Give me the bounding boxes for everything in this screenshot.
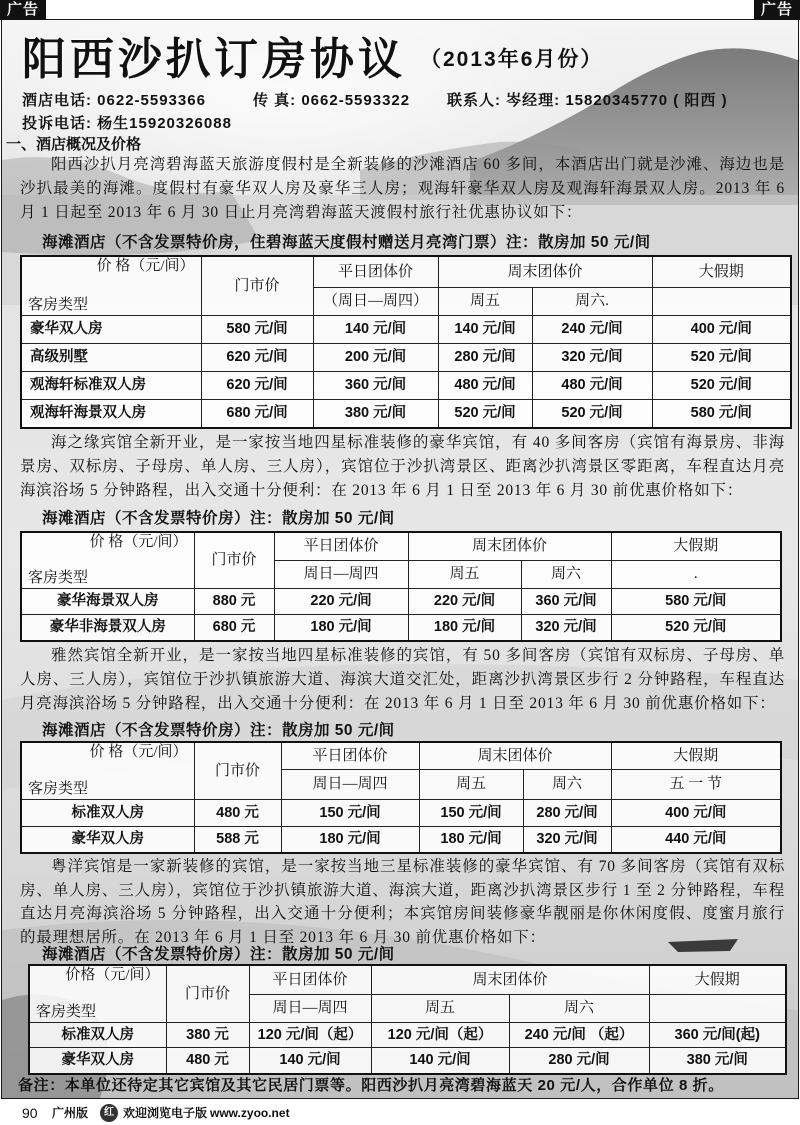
weekday-group-header: 平日团体价 bbox=[249, 965, 371, 994]
table-row bbox=[21, 588, 781, 614]
table-title: 海滩酒店（不含发票特价房，住碧海蓝天度假村赠送月亮湾门票）注：散房加 50 元/间 bbox=[42, 234, 651, 251]
holiday-price-cell: 580 元/间 bbox=[611, 588, 781, 614]
holiday-header: 大假期 bbox=[652, 256, 791, 287]
table-header-row bbox=[29, 965, 786, 994]
list-price-cell: 480 元 bbox=[166, 1047, 249, 1074]
weekday-price-cell: 140 元/间 bbox=[313, 315, 438, 343]
holiday-header: 大假期 bbox=[611, 742, 781, 769]
price-table-4 bbox=[28, 964, 787, 1075]
page-title: 阳西沙扒订房协议 bbox=[22, 35, 406, 84]
saturday-price-cell: 320 元/间 bbox=[532, 343, 652, 371]
saturday-price-cell: 240 元/间 bbox=[532, 315, 652, 343]
weekday-price-cell: 380 元/间 bbox=[313, 399, 438, 428]
contact-person: 联系人: 岑经理: 15820345770 ( 阳西 ) bbox=[447, 92, 728, 109]
list-price-cell: 480 元 bbox=[194, 799, 281, 826]
friday-price-cell: 120 元/间（起） bbox=[371, 1022, 509, 1047]
list-price-cell: 680 元/间 bbox=[201, 399, 313, 428]
weekday-price-cell: 360 元/间 bbox=[313, 371, 438, 399]
saturday-price-cell: 320 元/间 bbox=[523, 826, 611, 853]
complaint-phone: 投诉电话: 杨生15920326088 bbox=[22, 115, 232, 132]
list-price-header: 门市价 bbox=[194, 532, 274, 588]
page-subtitle: （2013年6月份） bbox=[420, 48, 604, 71]
friday-header: 周五 bbox=[419, 769, 523, 799]
page-footer bbox=[0, 1103, 800, 1123]
price-table-3 bbox=[20, 741, 782, 854]
corner-header-cell bbox=[29, 965, 166, 1022]
saturday-header: 周六 bbox=[521, 560, 611, 588]
holiday-price-cell: 520 元/间 bbox=[652, 371, 791, 399]
holiday-price-cell: 520 元/间 bbox=[652, 343, 791, 371]
saturday-header: 周六. bbox=[532, 287, 652, 315]
room-type-label: 客房类型 bbox=[28, 781, 89, 798]
table-row bbox=[21, 826, 781, 853]
weekday-price-cell: 120 元/间（起） bbox=[249, 1022, 371, 1047]
corner-header-wrap bbox=[36, 967, 160, 1020]
weekday-price-cell: 150 元/间 bbox=[281, 799, 419, 826]
list-price-cell: 380 元 bbox=[166, 1022, 249, 1047]
holiday-note-header bbox=[652, 287, 791, 315]
table-row bbox=[21, 371, 791, 399]
holiday-header: 大假期 bbox=[649, 965, 786, 994]
weekday-price-cell: 220 元/间 bbox=[274, 588, 408, 614]
friday-price-cell: 280 元/间 bbox=[438, 343, 532, 371]
table-row bbox=[21, 799, 781, 826]
friday-header: 周五 bbox=[371, 994, 509, 1022]
table-header-row bbox=[21, 532, 781, 560]
saturday-price-cell: 520 元/间 bbox=[532, 399, 652, 428]
room-type-cell: 豪华海景双人房 bbox=[21, 588, 194, 614]
weekday-price-cell: 140 元/间 bbox=[249, 1047, 371, 1074]
friday-price-cell: 220 元/间 bbox=[408, 588, 521, 614]
ad-label-right: 广告 bbox=[754, 0, 800, 20]
table-row bbox=[21, 315, 791, 343]
room-type-cell: 高级别墅 bbox=[21, 343, 201, 371]
page-number: 90 bbox=[22, 1105, 38, 1121]
holiday-price-cell: 400 元/间 bbox=[652, 315, 791, 343]
price-unit-label: 价 格（元/间） bbox=[89, 744, 188, 761]
saturday-price-cell: 360 元/间 bbox=[521, 588, 611, 614]
remark-note: 备注：本单位还待定其它宾馆及其它民居门票等。阳西沙扒月亮湾碧海蓝天 20 元/人，合作单位 8 折。 bbox=[18, 1077, 724, 1094]
hotel-phone: 酒店电话: 0622-5593366 bbox=[22, 92, 206, 109]
room-type-cell: 观海轩标准双人房 bbox=[21, 371, 201, 399]
weekday-group-header: 平日团体价 bbox=[281, 742, 419, 769]
list-price-cell: 580 元/间 bbox=[201, 315, 313, 343]
weekday-price-cell: 180 元/间 bbox=[274, 614, 408, 641]
room-type-cell: 豪华非海景双人房 bbox=[21, 614, 194, 641]
saturday-price-cell: 480 元/间 bbox=[532, 371, 652, 399]
list-price-header: 门市价 bbox=[201, 256, 313, 315]
magazine-logo-icon: 红 bbox=[100, 1104, 118, 1122]
list-price-header: 门市价 bbox=[194, 742, 281, 799]
fax-number: 传 真: 0662-5593322 bbox=[253, 92, 411, 109]
hotel-intro-paragraph: 阳西沙扒月亮湾碧海蓝天旅游度假村是全新装修的沙滩酒店 60 多间，本酒店出门就是沙滩、海边也是沙扒最美的海滩。度假村有豪华双人房及豪华三人房；观海轩豪华双人房及观海轩海景双人房。2013 年 6 月 1 日起至 2013 年 6 月 30 日止月亮湾碧海蓝天渡假村旅行社优惠协议如下： bbox=[20, 156, 785, 221]
weekday-group-header: 平日团体价 bbox=[313, 256, 438, 287]
list-price-cell: 680 元 bbox=[194, 614, 274, 641]
room-type-cell: 标准双人房 bbox=[21, 799, 194, 826]
weekday-group-header: 平日团体价 bbox=[274, 532, 408, 560]
section-title: 一、酒店概况及价格 bbox=[6, 136, 142, 153]
corner-header-cell bbox=[21, 256, 201, 315]
table-row bbox=[21, 614, 781, 641]
weekday-days-header: 周日—周四 bbox=[249, 994, 371, 1022]
weekend-group-header: 周末团体价 bbox=[438, 256, 652, 287]
holiday-price-cell: 580 元/间 bbox=[652, 399, 791, 428]
price-unit-label: 价 格（元/间） bbox=[89, 534, 188, 551]
friday-price-cell: 140 元/间 bbox=[371, 1047, 509, 1074]
holiday-price-cell: 400 元/间 bbox=[611, 799, 781, 826]
table-header-row bbox=[21, 256, 791, 287]
contact-line bbox=[0, 92, 800, 110]
corner-header-cell bbox=[21, 532, 194, 588]
list-price-cell: 588 元 bbox=[194, 826, 281, 853]
corner-header-wrap bbox=[28, 534, 188, 586]
holiday-note-header bbox=[649, 994, 786, 1022]
list-price-cell: 620 元/间 bbox=[201, 371, 313, 399]
list-price-header: 门市价 bbox=[166, 965, 249, 1022]
website-url: www.zyoo.net bbox=[210, 1106, 290, 1120]
weekend-group-header: 周末团体价 bbox=[408, 532, 611, 560]
room-type-label: 客房类型 bbox=[28, 570, 89, 587]
friday-price-cell: 520 元/间 bbox=[438, 399, 532, 428]
saturday-header: 周六 bbox=[523, 769, 611, 799]
table-title: 海滩酒店（不含发票特价房）注：散房加 50 元/间 bbox=[42, 946, 395, 963]
room-type-cell: 标准双人房 bbox=[29, 1022, 166, 1047]
holiday-note-header: . bbox=[611, 560, 781, 588]
weekend-group-header: 周末团体价 bbox=[419, 742, 611, 769]
hotel-intro-paragraph: 雅然宾馆全新开业，是一家按当地四星标准装修的宾馆，有 50 多间客房（宾馆有双标房、子母房、单人房、三人房），宾馆位于沙扒镇旅游大道、海滨大道交汇处，距离沙扒湾景区步行 2 分钟路程，车程直达月亮海滨浴场 5 分钟路程，出入交通十分便利：在 2013 年 6 月 1 日至 2013 年 6 月 30 前优惠价格如下： bbox=[20, 647, 785, 712]
friday-header: 周五 bbox=[438, 287, 532, 315]
price-unit-label: 价 格（元/间） bbox=[96, 258, 195, 275]
weekday-price-cell: 180 元/间 bbox=[281, 826, 419, 853]
holiday-price-cell: 440 元/间 bbox=[611, 826, 781, 853]
edition-label: 广州版 bbox=[52, 1106, 89, 1120]
room-type-label: 客房类型 bbox=[36, 1004, 97, 1021]
saturday-price-cell: 280 元/间 bbox=[523, 799, 611, 826]
ad-label-left: 广告 bbox=[0, 0, 46, 20]
table-row bbox=[21, 343, 791, 371]
holiday-price-cell: 520 元/间 bbox=[611, 614, 781, 641]
friday-price-cell: 150 元/间 bbox=[419, 799, 523, 826]
corner-header-wrap bbox=[28, 744, 188, 797]
weekday-price-cell: 200 元/间 bbox=[313, 343, 438, 371]
weekday-days-header: 周日—周四 bbox=[274, 560, 408, 588]
list-price-cell: 880 元 bbox=[194, 588, 274, 614]
holiday-price-cell: 360 元/间(起) bbox=[649, 1022, 786, 1047]
weekend-group-header: 周末团体价 bbox=[371, 965, 649, 994]
price-table-2 bbox=[20, 531, 782, 642]
saturday-price-cell: 320 元/间 bbox=[521, 614, 611, 641]
holiday-header: 大假期 bbox=[611, 532, 781, 560]
room-type-cell: 豪华双人房 bbox=[21, 826, 194, 853]
friday-header: 周五 bbox=[408, 560, 521, 588]
table-row bbox=[21, 399, 791, 428]
table-row bbox=[29, 1047, 786, 1074]
hotel-intro-paragraph: 粤洋宾馆是一家新装修的宾馆，是一家按当地三星标准装修的豪华宾馆、有 70 多间客房（宾馆有双标房、单人房、三人房），宾馆位于沙扒镇旅游大道、海滨大道，距离沙扒湾景区步行 1 至 2 分钟路程，车程直达月亮海滨浴场 5 分钟路程，出入交通十分便利；本宾馆房间装修豪华靓丽是你休闲度假、度蜜月旅行的最理想居所。在 2013 年 6 月 1 日至 2013 年 6 月 30 前优惠价格如下： bbox=[20, 858, 785, 946]
corner-header-wrap bbox=[28, 258, 195, 313]
corner-header-cell bbox=[21, 742, 194, 799]
weekday-days-header: （周日—周四） bbox=[313, 287, 438, 315]
room-type-cell: 豪华双人房 bbox=[29, 1047, 166, 1074]
table-row bbox=[29, 1022, 786, 1047]
friday-price-cell: 140 元/间 bbox=[438, 315, 532, 343]
saturday-price-cell: 280 元/间 bbox=[509, 1047, 649, 1074]
friday-price-cell: 180 元/间 bbox=[408, 614, 521, 641]
promo-text: 欢迎浏览电子版 bbox=[123, 1106, 208, 1120]
saturday-price-cell: 240 元/间 （起） bbox=[509, 1022, 649, 1047]
list-price-cell: 620 元/间 bbox=[201, 343, 313, 371]
hotel-intro-paragraph: 海之缘宾馆全新开业，是一家按当地四星标准装修的豪华宾馆，有 40 多间客房（宾馆有海景房、非海景房、双标房、子母房、单人房、三人房），宾馆位于沙扒湾景区、距离沙扒湾景区零距离，车程直达月亮海滨浴场 5 分钟路程，出入交通十分便利：在 2013 年 6 月 1 日至 2013 年 6 月 30 前优惠价格如下： bbox=[20, 434, 785, 499]
room-type-cell: 豪华双人房 bbox=[21, 315, 201, 343]
friday-price-cell: 180 元/间 bbox=[419, 826, 523, 853]
table-title: 海滩酒店（不含发票特价房）注：散房加 50 元/间 bbox=[42, 722, 395, 739]
room-type-cell: 观海轩海景双人房 bbox=[21, 399, 201, 428]
price-unit-label: 价格（元/间） bbox=[65, 967, 160, 984]
holiday-note-header: 五 一 节 bbox=[611, 769, 781, 799]
saturday-header: 周六 bbox=[509, 994, 649, 1022]
table-title: 海滩酒店（不含发票特价房）注：散房加 50 元/间 bbox=[42, 510, 395, 527]
friday-price-cell: 480 元/间 bbox=[438, 371, 532, 399]
price-table-1 bbox=[20, 255, 792, 429]
room-type-label: 客房类型 bbox=[28, 297, 89, 314]
weekday-days-header: 周日—周四 bbox=[281, 769, 419, 799]
table-header-row bbox=[21, 742, 781, 769]
holiday-price-cell: 380 元/间 bbox=[649, 1047, 786, 1074]
